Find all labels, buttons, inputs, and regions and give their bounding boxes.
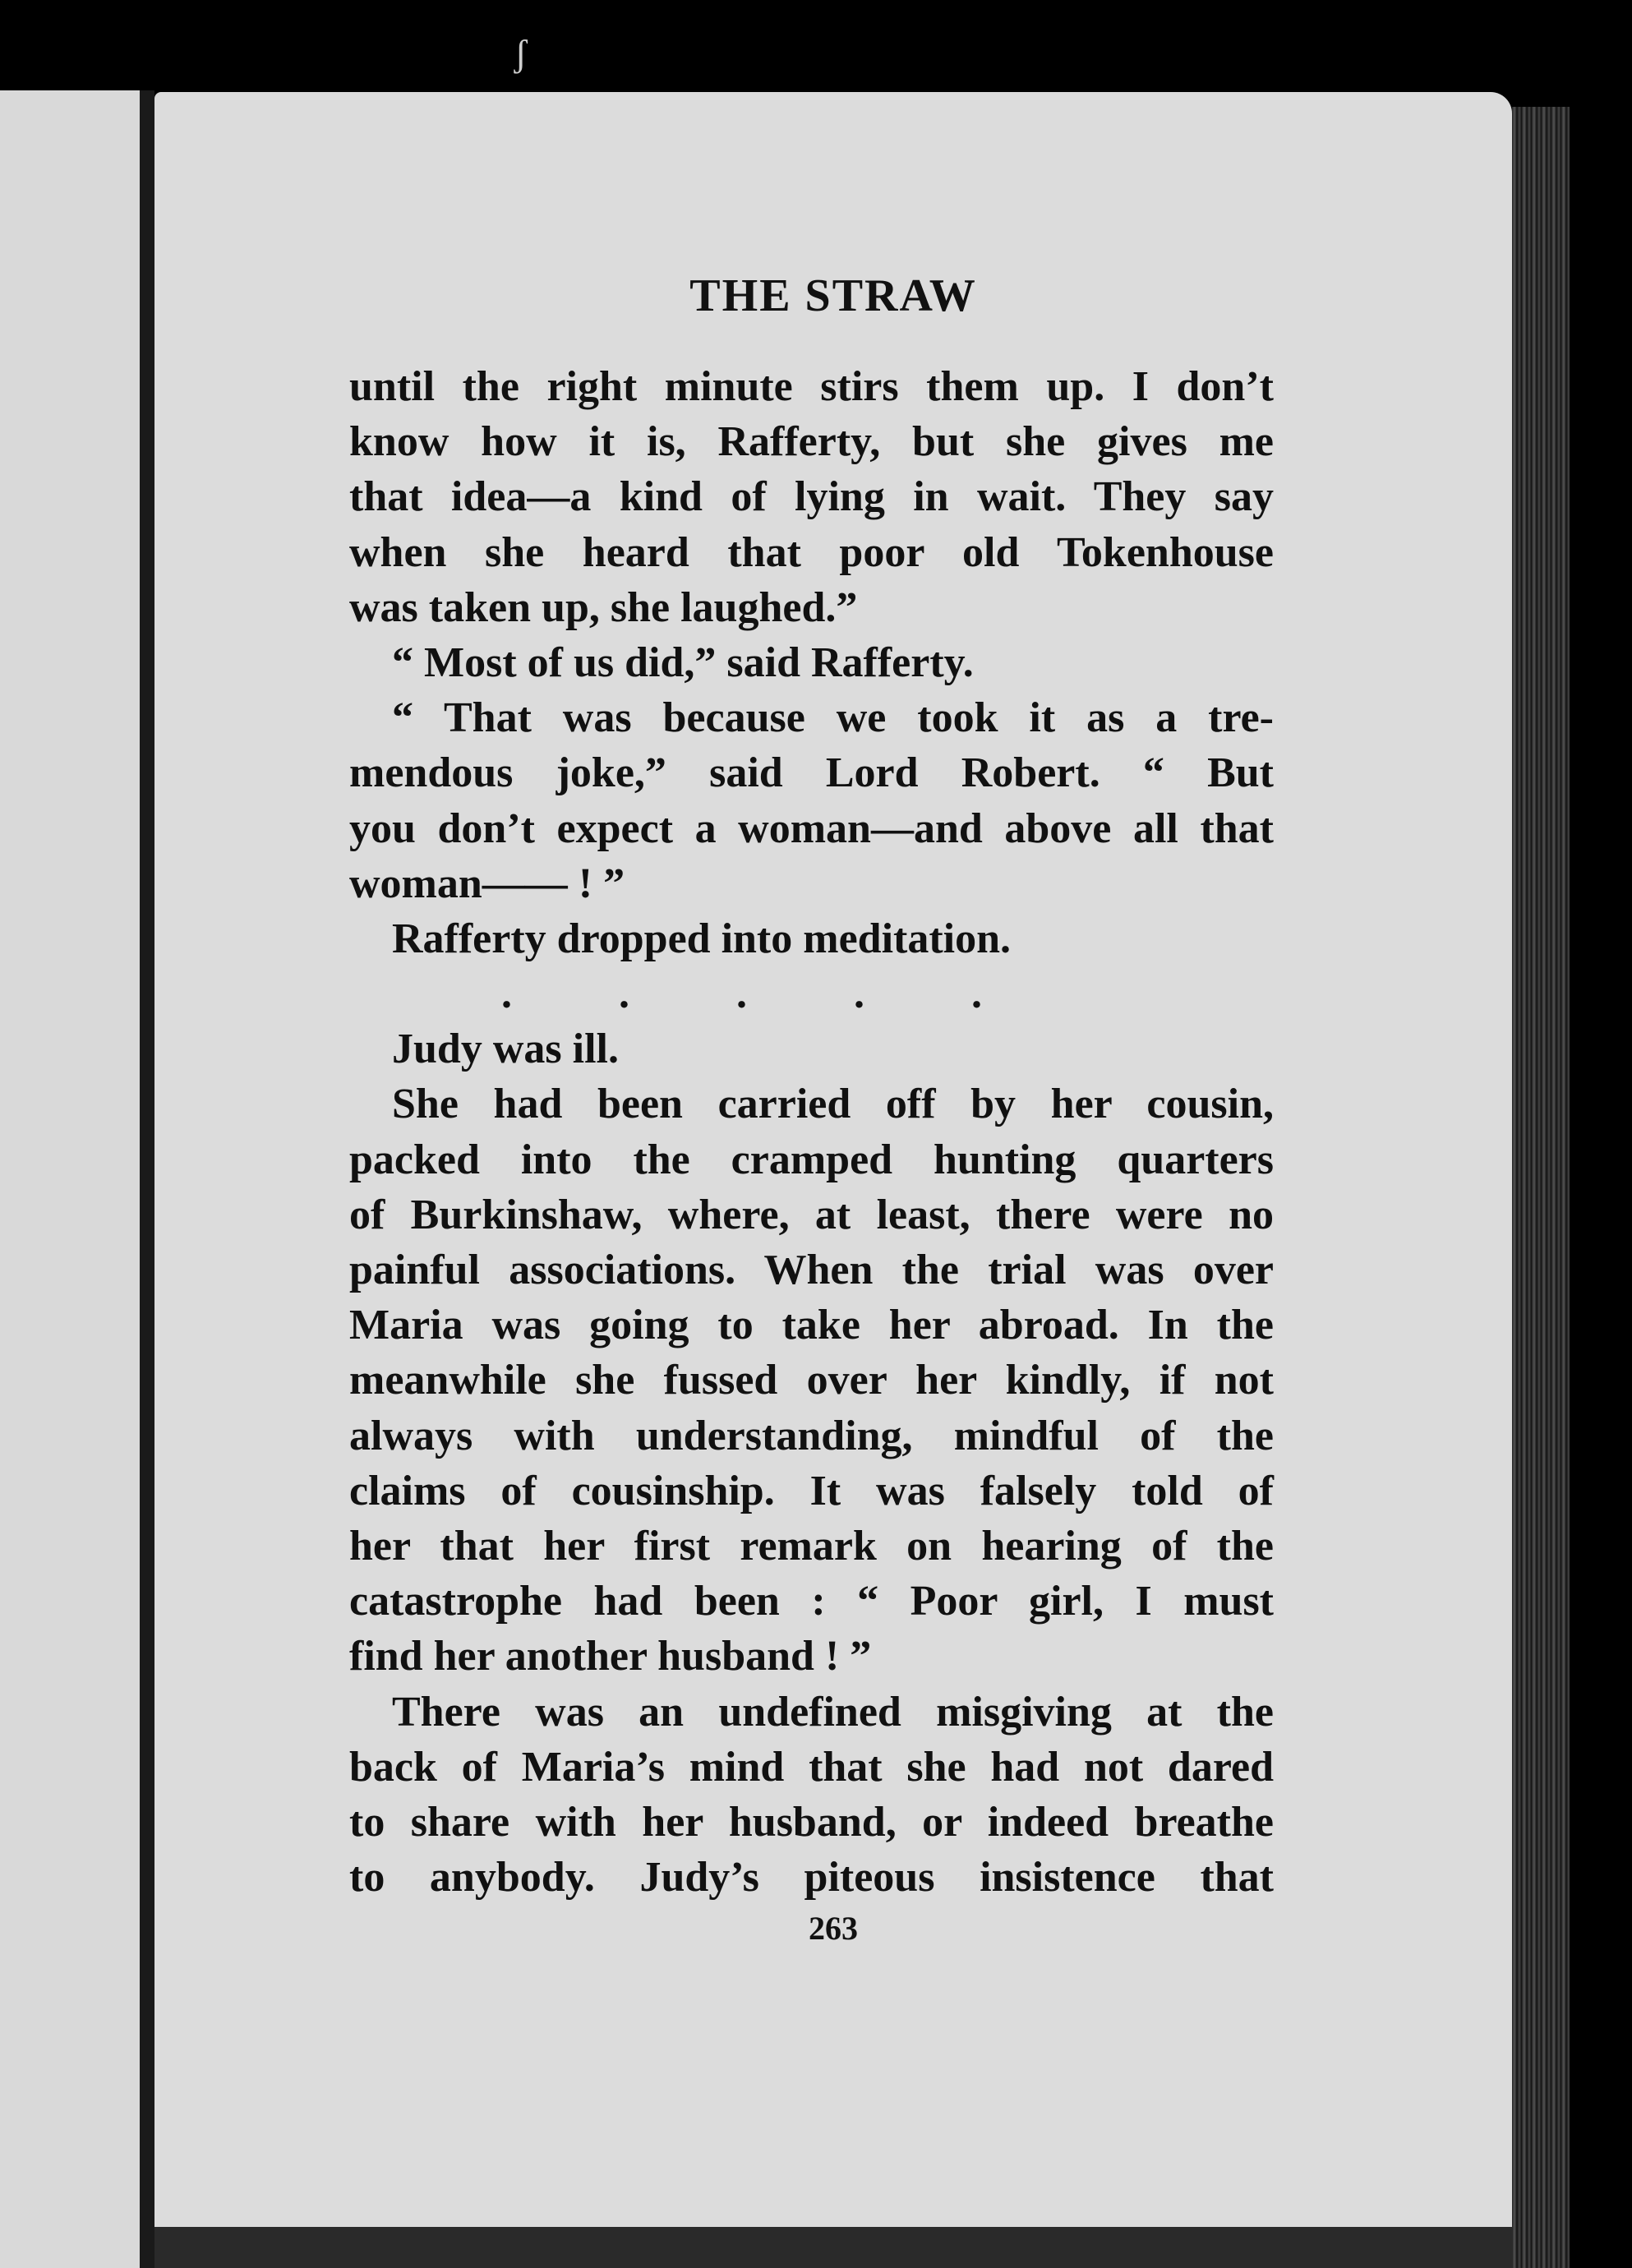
gutter-shadow [140, 90, 154, 2268]
text-line: Rafferty dropped into meditation. [392, 915, 1012, 962]
text-line: of Burkinshaw, where, at least, there were no [349, 1191, 1274, 1238]
text-line: Maria was going to take her abroad. In the [349, 1302, 1274, 1349]
section-break: . . . . . [501, 970, 982, 1018]
page-number: 263 [809, 1910, 858, 1947]
facing-page-edge [0, 90, 140, 2268]
text-line: know how it is, Rafferty, but she gives me [349, 418, 1274, 466]
text-line: that idea—a kind of lying in wait. They say [349, 473, 1274, 521]
text-line: She had been carried off by her cousin, [392, 1081, 1274, 1128]
text-line: painful associations. When the trial was over [349, 1247, 1274, 1293]
text-line: find her another husband ! ” [349, 1633, 872, 1680]
text-line: you don’t expect a woman—and above all that [349, 804, 1274, 852]
page-stack-edges [1512, 107, 1570, 2268]
scan-mark: ʃ [514, 32, 528, 74]
text-line: until the right minute stirs them up. I don’t [349, 363, 1274, 410]
body-text [349, 359, 1274, 1905]
text-line: “ That was because we took it as a tre- [392, 694, 1274, 742]
text-line: There was an undefined misgiving at the [392, 1688, 1274, 1736]
text-line: to anybody. Judy’s piteous insistence that [349, 1854, 1274, 1902]
page-bottom-shadow [154, 2227, 1512, 2268]
text-line: claims of cousinship. It was falsely told of [349, 1467, 1274, 1514]
text-line: was taken up, she laughed.” [349, 583, 858, 631]
text-line: when she heard that poor old Tokenhouse [349, 528, 1274, 576]
text-line: her that her first remark on hearing of the [349, 1522, 1274, 1570]
text-line: Judy was ill. [392, 1026, 619, 1073]
text-line: woman—— ! ” [349, 860, 625, 907]
text-line: packed into the cramped hunting quarters [349, 1136, 1274, 1183]
text-line: catastrophe had been : “ Poor girl, I must [349, 1578, 1274, 1625]
text-line: back of Maria’s mind that she had not dared [349, 1743, 1274, 1791]
running-head: THE STRAW [689, 270, 977, 321]
text-line: mendous joke,” said Lord Robert. “ But [349, 749, 1274, 797]
text-line: always with understanding, mindful of the [349, 1412, 1274, 1459]
text-line: meanwhile she fussed over her kindly, if not [349, 1357, 1274, 1404]
text-line: to share with her husband, or indeed breathe [349, 1798, 1274, 1846]
scan-background [1570, 0, 1632, 2268]
text-line: “ Most of us did,” said Rafferty. [392, 638, 974, 686]
